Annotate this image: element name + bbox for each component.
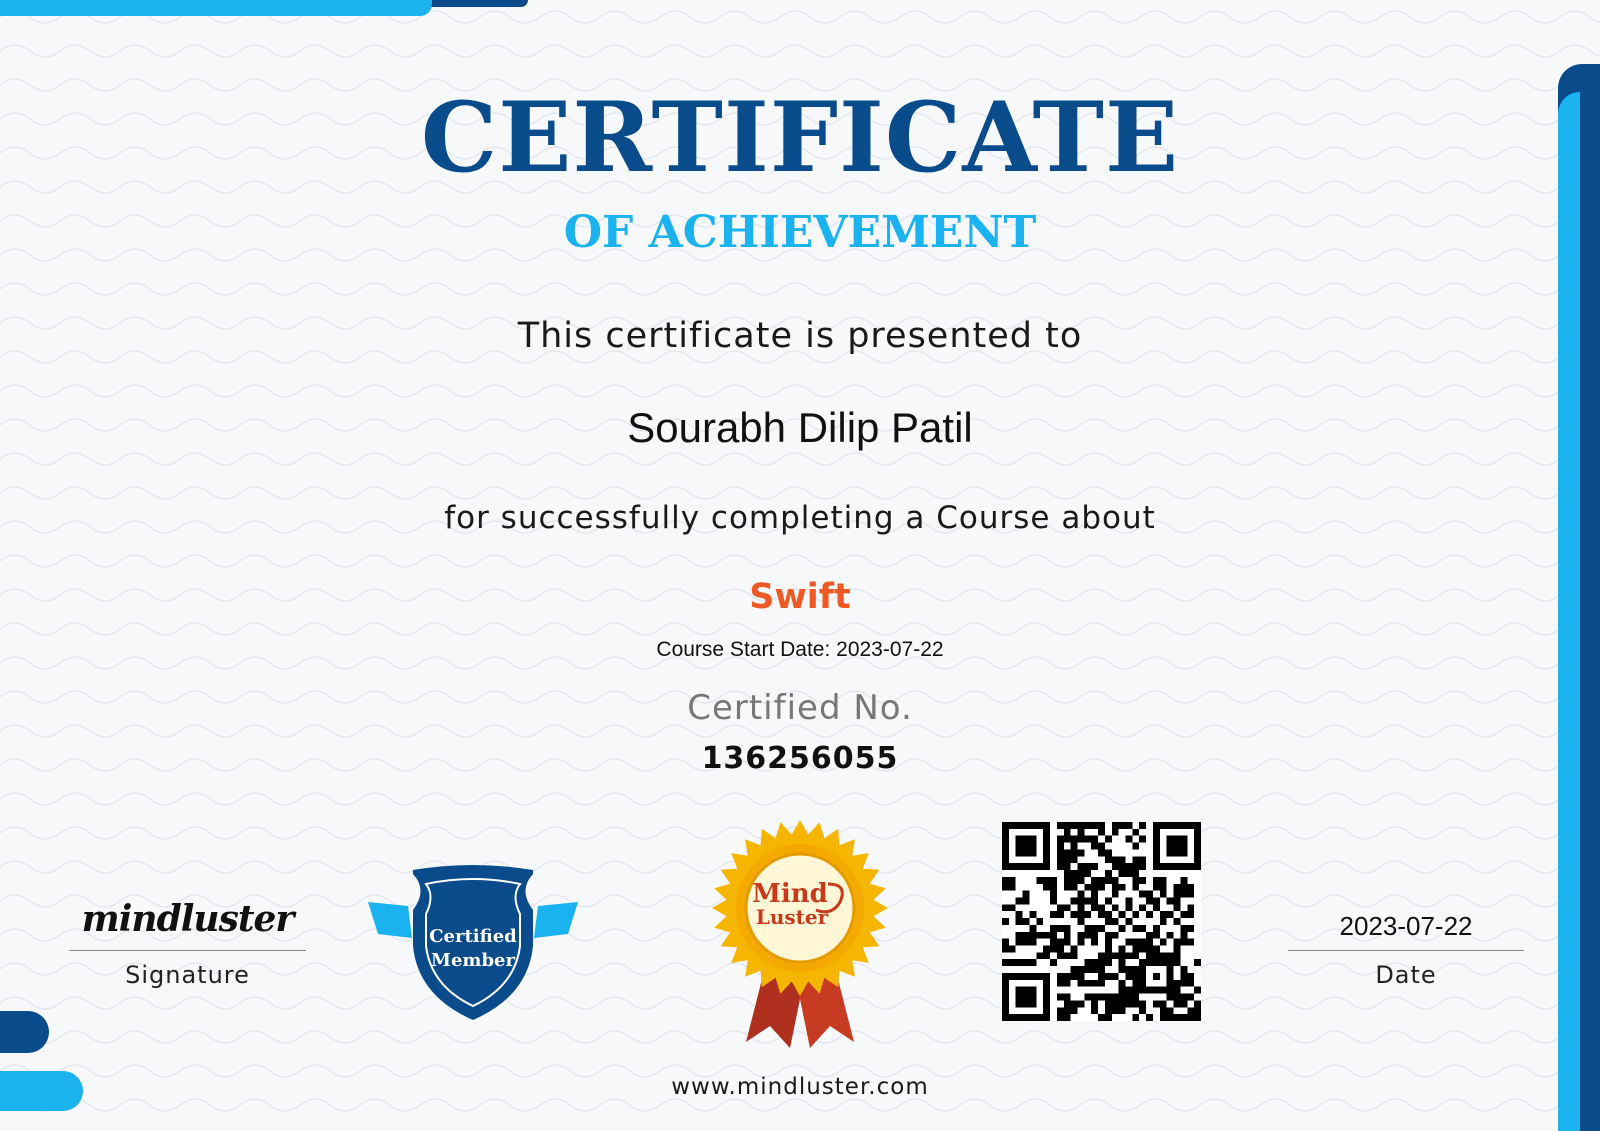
top-accent-bar-light xyxy=(0,0,432,16)
qr-code[interactable] xyxy=(1002,822,1201,1021)
signature-script: mindluster xyxy=(81,898,294,940)
badge-line-2: Member xyxy=(431,950,515,971)
certified-number-value: 136256055 xyxy=(701,741,899,776)
completion-text: for successfully completing a Course about xyxy=(444,500,1156,536)
left-accent-pill-dark xyxy=(0,1011,49,1053)
date-block xyxy=(1288,910,1524,989)
certified-number-label: Certified No. xyxy=(687,688,913,728)
badge-ribbon-left xyxy=(368,902,412,938)
course-name: Swift xyxy=(749,577,851,617)
badge-ribbon-right xyxy=(534,902,578,938)
mindluster-seal xyxy=(710,818,890,1058)
recipient-name: Sourabh Dilip Patil xyxy=(627,404,973,451)
signature-line xyxy=(69,950,306,951)
signature-block xyxy=(69,896,306,989)
certificate-title: CERTIFICATE xyxy=(420,81,1180,194)
date-line xyxy=(1288,950,1524,951)
signature-label: Signature xyxy=(125,961,250,989)
date-label: Date xyxy=(1375,961,1437,989)
certificate-subtitle: OF ACHIEVEMENT xyxy=(563,207,1037,258)
course-start-date: Course Start Date: 2023-07-22 xyxy=(656,638,944,661)
date-value: 2023-07-22 xyxy=(1339,911,1473,941)
website-url[interactable]: www.mindluster.com xyxy=(671,1074,929,1100)
right-accent-bar-light xyxy=(1558,92,1580,1131)
left-accent-pill-light xyxy=(0,1071,83,1111)
badge-line-1: Certified xyxy=(429,926,517,947)
presented-to-text: This certificate is presented to xyxy=(517,316,1083,356)
seal-line-2: Luster xyxy=(755,905,829,929)
certified-member-badge xyxy=(368,862,578,1022)
seal-line-1: Mind xyxy=(752,879,828,909)
